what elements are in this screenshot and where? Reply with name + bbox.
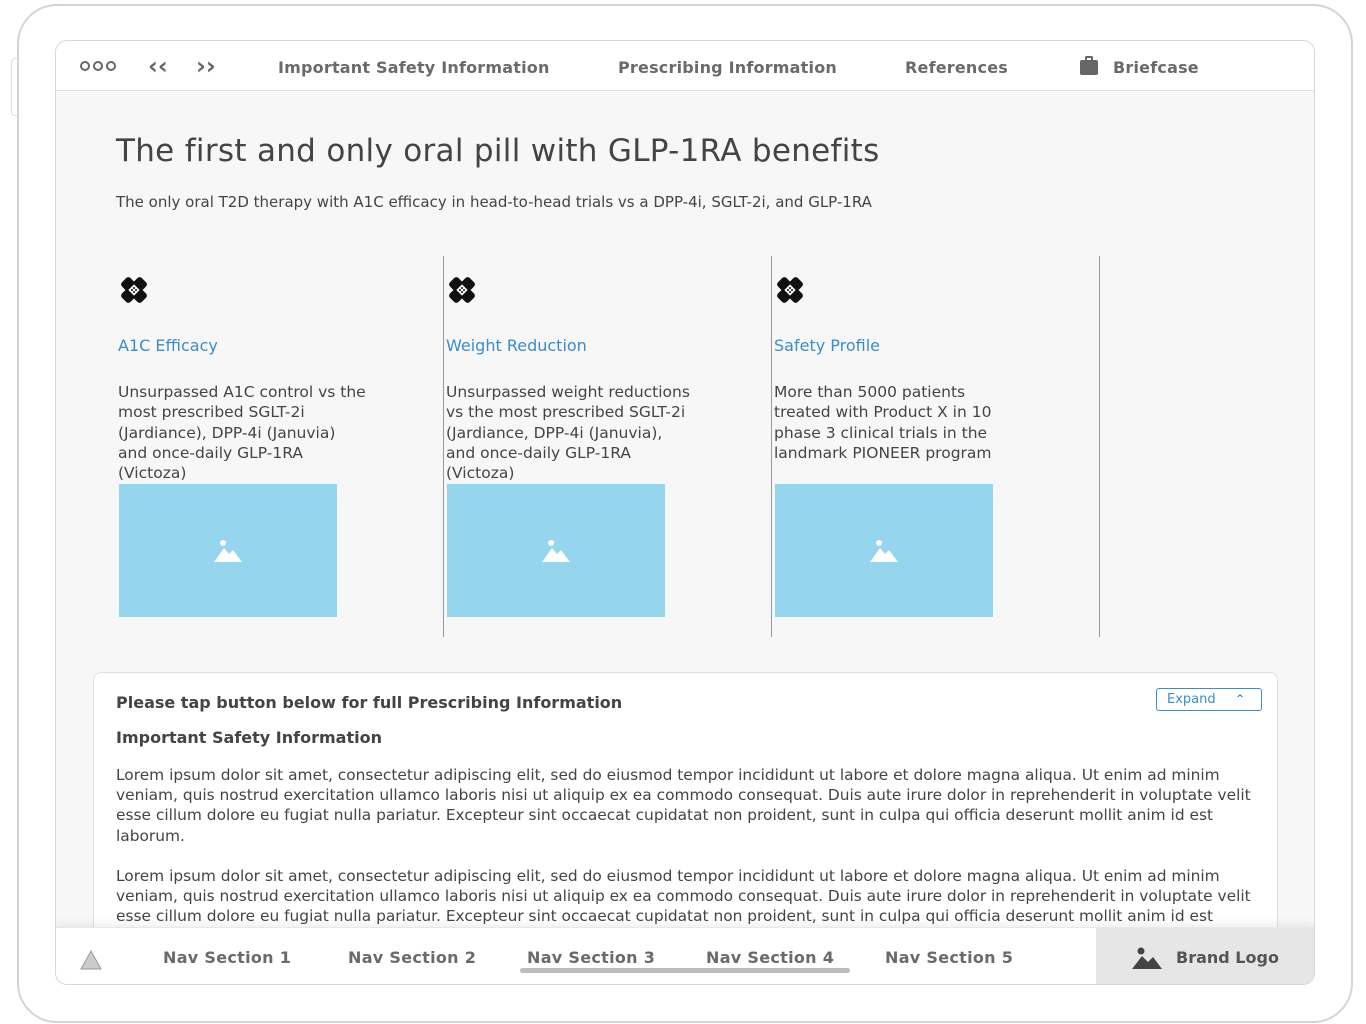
nav-section-3[interactable]: Nav Section 3 [527,948,656,967]
isi-paragraph: Lorem ipsum dolor sit amet, consectetur adipiscing elit, sed do eiusmod tempor incididunt ut labore et dolore magna aliqua. Ut enim ad minim veniam, quis nostrud exercitation ullamco laboris nisi ut aliquip ex ea commodo consequat. Duis aute irure dolor in reprehenderit in voluptate velit esse cillum dolore eu fugiat nulla pariatur. Excepteur sint occaecat cupidatat non proident, sunt in culpa qui officia deserunt mollit anim id est laborum. [116,766,1251,845]
image-placeholder [447,484,665,617]
feature-text: More than 5000 patients treated with Product X in 10 phase 3 clinical trials in the landmark PIONEER program [774,383,992,462]
menu-dots-icon[interactable] [80,61,116,71]
feature-card-a1c [116,256,444,637]
expand-label: Expand [1167,692,1216,707]
feature-text: Unsurpassed weight reductions vs the most prescribed SGLT-2i (Jardiance, DPP-4i (Januvia), and once-daily GLP-1RA (Victoza) [446,383,690,483]
feature-text: Unsurpassed A1C control vs the most prescribed SGLT-2i (Jardiance), DPP-4i (Januvia) and once-daily GLP-1RA (Victoza) [118,383,366,483]
chevron-left-icon[interactable]: ‹‹ [148,52,168,80]
nav-section-5[interactable]: Nav Section 5 [885,948,1014,967]
isi-paragraph: Lorem ipsum dolor sit amet, consectetur adipiscing elit, sed do eiusmod tempor incididunt ut labore et dolore magna aliqua. Ut enim ad minim veniam, quis nostrud exercitation ullamco laboris nisi ut aliquip ex ea commodo consequat. Duis aute irure dolor in reprehenderit in voluptate velit esse cillum dolore eu fugiat nulla pariatur. Excepteur sint occaecat cupidatat non proident, sunt in culpa qui officia deserunt mollit anim id est [116,866,1251,926]
feature-title[interactable]: Weight Reduction [446,336,587,355]
nav-prescribing-information[interactable]: Prescribing Information [618,58,837,77]
page-title: The first and only oral pill with GLP-1RA benefits [116,133,880,169]
bandage-icon [774,274,806,306]
briefcase-icon[interactable] [1080,60,1098,75]
image-placeholder [775,484,993,617]
bottom-nav-bar [56,927,1314,985]
image-icon [214,538,242,562]
nav-briefcase[interactable]: Briefcase [1113,58,1199,77]
chevron-up-icon: ⌃ [1234,692,1245,706]
nav-scroll-indicator[interactable] [520,968,850,973]
triangle-up-icon[interactable] [80,950,102,970]
nav-section-4[interactable]: Nav Section 4 [706,948,835,967]
app-screen [55,40,1315,985]
image-icon [1132,947,1162,969]
page-subtitle: The only oral T2D therapy with A1C efficacy in head-to-head trials vs a DPP-4i, SGLT-2i, and GLP-1RA [116,193,872,211]
feature-title[interactable]: A1C Efficacy [118,336,218,355]
bandage-icon [118,274,150,306]
top-nav-bar [56,41,1314,91]
isi-title: Important Safety Information [116,728,382,747]
isi-body [116,765,1256,946]
feature-title[interactable]: Safety Profile [774,336,881,355]
feature-card-safety [772,256,1100,637]
isi-cta-text: Please tap button below for full Prescribing Information [116,693,623,712]
brand-logo-text: Brand Logo [1176,948,1279,967]
image-icon [870,538,898,562]
brand-logo[interactable] [1096,928,1315,985]
image-placeholder [119,484,337,617]
nav-references[interactable]: References [905,58,1008,77]
chevron-right-icon[interactable]: ›› [196,52,216,80]
feature-card-weight [444,256,772,637]
bandage-icon [446,274,478,306]
image-icon [542,538,570,562]
nav-section-2[interactable]: Nav Section 2 [348,948,477,967]
expand-button[interactable] [1156,688,1262,711]
nav-important-safety-information[interactable]: Important Safety Information [278,58,550,77]
nav-section-1[interactable]: Nav Section 1 [163,948,292,967]
